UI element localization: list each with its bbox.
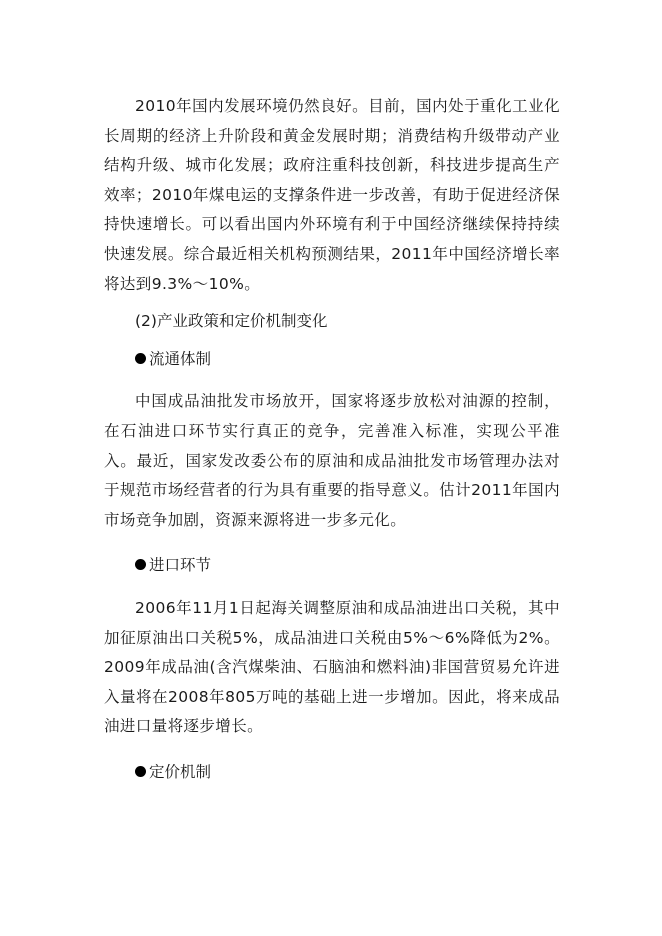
bullet-icon bbox=[135, 766, 146, 777]
bullet-heading-label: 流通体制 bbox=[149, 349, 212, 368]
bullet-icon bbox=[135, 559, 146, 570]
spacer bbox=[104, 742, 560, 758]
bullet-heading-import bbox=[104, 551, 560, 581]
spacer bbox=[104, 374, 560, 387]
paragraph-economy-outlook: 2010年国内发展环境仍然良好。目前，国内处于重化工业化长周期的经济上升阶段和黄金发展时期；消费结构升级带动产业结构升级、城市化发展；政府注重科技创新，科技进步提高生产效率；2010年煤电运的支撑条件进一步改善，有助于促进经济保持快速增长。可以看出国内外环境有利于中国经济继续保持持续快速发展。综合最近相关机构预测结果，2011年中国经济增长率将达到9.3%～10%。 bbox=[104, 97, 560, 293]
document-body bbox=[104, 92, 560, 787]
section-heading-policy: (2)产业政策和定价机制变化 bbox=[135, 312, 328, 331]
spacer bbox=[104, 581, 560, 594]
bullet-icon bbox=[135, 353, 146, 364]
bullet-heading-pricing bbox=[104, 758, 560, 788]
bullet-heading-label: 定价机制 bbox=[149, 762, 212, 781]
bullet-heading-circulation bbox=[104, 345, 560, 375]
paragraph-circulation: 中国成品油批发市场放开，国家将逐步放松对油源的控制，在石油进口环节实行真正的竞争，完善准入标准，实现公平准入。最近，国家发改委公布的原油和成品油批发市场管理办法对于规范市场经营者的行为具有重要的指导意义。估计2011年国内市场竞争加剧，资源来源将进一步多元化。 bbox=[104, 392, 560, 529]
paragraph-import: 2006年11月1日起海关调整原油和成品油进出口关税，其中加征原油出口关税5%，成品油进口关税由5%～6%降低为2%。2009年成品油(含汽煤柴油、石脑油和燃料油)非国营贸易允许进入量将在2008年805万吨的基础上进一步增加。因此，将来成品油进口量将逐步增长。 bbox=[104, 598, 560, 736]
spacer bbox=[104, 337, 560, 345]
spacer bbox=[104, 535, 560, 551]
spacer bbox=[104, 299, 560, 307]
bullet-heading-label: 进口环节 bbox=[149, 556, 212, 575]
